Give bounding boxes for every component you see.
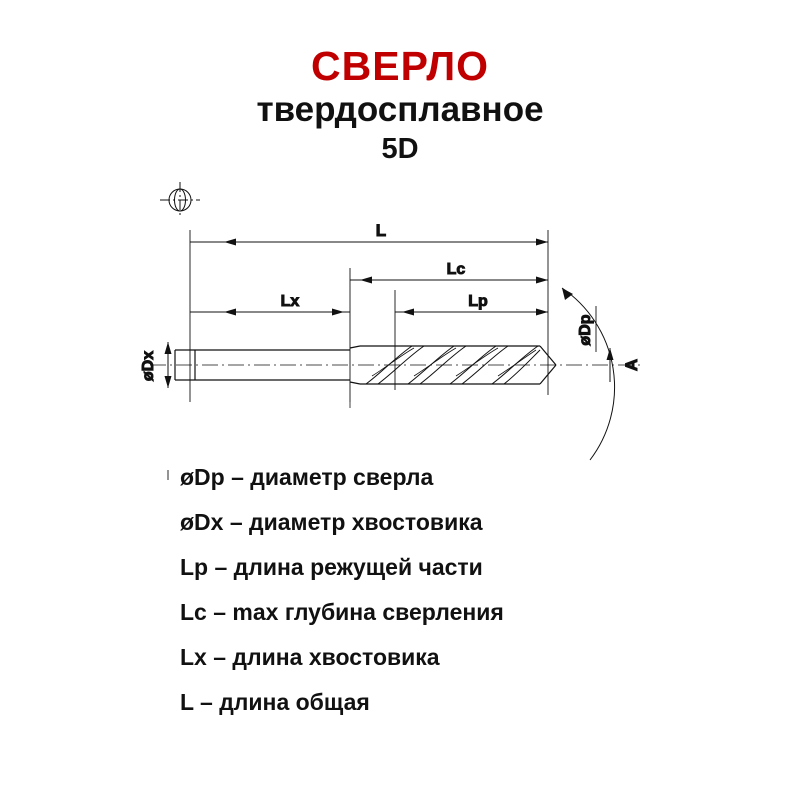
legend-symbol: L — [180, 689, 194, 715]
legend-symbol: Lc — [180, 599, 207, 625]
legend-symbol: øDp — [180, 464, 225, 490]
page-size-label: 5D — [381, 132, 419, 165]
legend-symbol: Lx — [180, 644, 207, 670]
page-title: СВЕРЛО — [311, 43, 489, 89]
list-item — [180, 466, 740, 489]
title-block — [0, 44, 800, 166]
legend-text: – max глубина сверления — [206, 599, 504, 625]
legend-symbol: Lp — [180, 554, 209, 580]
list-item — [180, 511, 740, 534]
dimension-angle-A — [562, 288, 641, 460]
legend-text: – диаметр хвостовика — [223, 509, 483, 535]
legend-text: – длина общая — [193, 689, 370, 715]
dimension-L — [190, 221, 548, 246]
list-item — [180, 691, 740, 714]
legend-list — [180, 466, 740, 736]
list-item — [180, 601, 740, 624]
dimension-label-Lp: Lp — [468, 293, 488, 310]
dimension-label-A: A — [622, 358, 641, 372]
dimension-Lc — [350, 261, 548, 284]
list-item — [180, 646, 740, 669]
legend-text: – длина режущей части — [208, 554, 483, 580]
legend-symbol: øDx — [180, 509, 224, 535]
dimension-label-Dp: øDp — [577, 314, 594, 346]
drill-drawing-svg — [0, 170, 800, 480]
dimension-Dp — [577, 306, 596, 352]
legend-text: – диаметр сверла — [224, 464, 434, 490]
page-subtitle: твердосплавное — [256, 90, 544, 130]
list-item — [180, 556, 740, 579]
dimension-label-Dx: øDx — [140, 350, 157, 382]
first-angle-projection-icon — [160, 182, 200, 218]
legend-text: – длина хвостовика — [206, 644, 440, 670]
dimension-label-Lc: Lc — [446, 261, 466, 278]
dimension-Lp — [395, 293, 548, 316]
dimension-label-L: L — [375, 221, 387, 240]
technical-drawing — [0, 170, 800, 480]
dimension-Lx — [190, 293, 350, 316]
dimension-label-Lx: Lx — [280, 293, 300, 310]
